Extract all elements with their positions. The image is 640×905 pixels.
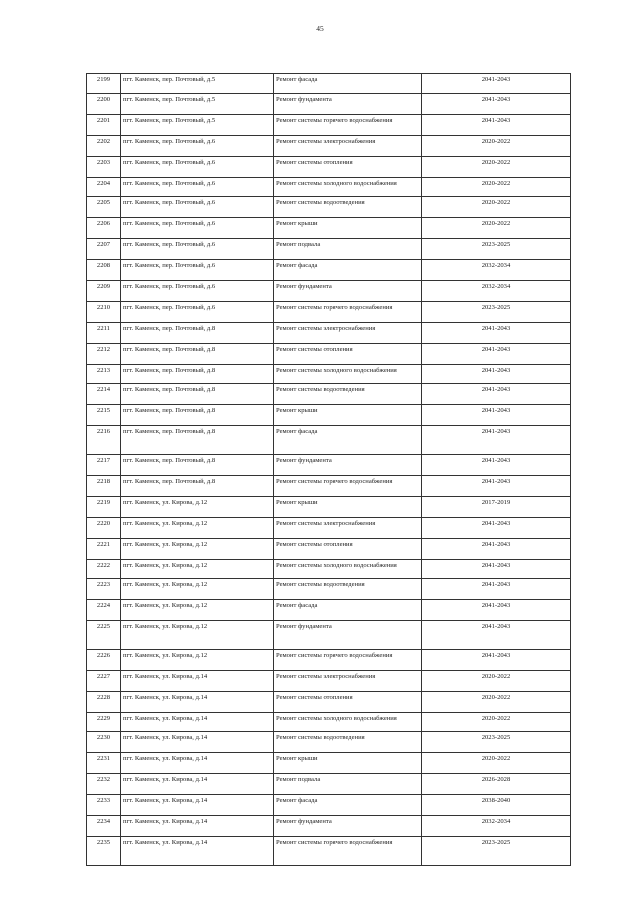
row-address: пгт. Каменск, ул. Кирова, д.14 xyxy=(121,671,274,692)
row-period: 2020-2022 xyxy=(422,692,571,713)
table-row xyxy=(87,323,571,344)
row-number: 2206 xyxy=(87,218,121,239)
row-work-type: Ремонт системы холодного водоснабжения xyxy=(274,713,422,732)
row-number: 2200 xyxy=(87,94,121,115)
row-number: 2232 xyxy=(87,774,121,795)
row-period: 2020-2022 xyxy=(422,157,571,178)
row-address: пгт. Каменск, ул. Кирова, д.12 xyxy=(121,600,274,621)
table-row xyxy=(87,671,571,692)
row-number: 2217 xyxy=(87,455,121,476)
row-address: пгт. Каменск, пер. Почтовый, д.5 xyxy=(121,94,274,115)
row-work-type: Ремонт системы водоотведения xyxy=(274,579,422,600)
row-number: 2228 xyxy=(87,692,121,713)
row-work-type: Ремонт системы холодного водоснабжения xyxy=(274,560,422,579)
table-row xyxy=(87,560,571,579)
table-row xyxy=(87,732,571,753)
row-work-type: Ремонт фундамента xyxy=(274,455,422,476)
row-period: 2017-2019 xyxy=(422,497,571,518)
row-address: пгт. Каменск, ул. Кирова, д.14 xyxy=(121,774,274,795)
row-number: 2202 xyxy=(87,136,121,157)
row-number: 2223 xyxy=(87,579,121,600)
row-period: 2038-2040 xyxy=(422,795,571,816)
row-address: пгт. Каменск, пер. Почтовый, д.8 xyxy=(121,405,274,426)
row-work-type: Ремонт системы отопления xyxy=(274,692,422,713)
row-work-type: Ремонт системы электроснабжения xyxy=(274,136,422,157)
row-number: 2222 xyxy=(87,560,121,579)
row-number: 2234 xyxy=(87,816,121,837)
table-row xyxy=(87,837,571,866)
page-number: 45 xyxy=(316,24,324,33)
row-work-type: Ремонт фундамента xyxy=(274,621,422,650)
row-period: 2023-2025 xyxy=(422,732,571,753)
row-number: 2205 xyxy=(87,197,121,218)
row-address: пгт. Каменск, пер. Почтовый, д.6 xyxy=(121,281,274,302)
table-row xyxy=(87,405,571,426)
row-work-type: Ремонт системы отопления xyxy=(274,344,422,365)
row-number: 2219 xyxy=(87,497,121,518)
row-number: 2220 xyxy=(87,518,121,539)
row-period: 2041-2043 xyxy=(422,560,571,579)
row-period: 2041-2043 xyxy=(422,405,571,426)
table-row xyxy=(87,795,571,816)
row-work-type: Ремонт системы горячего водоснабжения xyxy=(274,650,422,671)
row-work-type: Ремонт фасада xyxy=(274,260,422,281)
row-work-type: Ремонт фасада xyxy=(274,74,422,94)
row-number: 2213 xyxy=(87,365,121,384)
row-address: пгт. Каменск, пер. Почтовый, д.8 xyxy=(121,384,274,405)
row-number: 2225 xyxy=(87,621,121,650)
row-period: 2020-2022 xyxy=(422,136,571,157)
row-address: пгт. Каменск, ул. Кирова, д.12 xyxy=(121,579,274,600)
row-work-type: Ремонт фундамента xyxy=(274,816,422,837)
table-row xyxy=(87,753,571,774)
row-period: 2041-2043 xyxy=(422,384,571,405)
row-number: 2226 xyxy=(87,650,121,671)
row-address: пгт. Каменск, пер. Почтовый, д.6 xyxy=(121,197,274,218)
row-address: пгт. Каменск, пер. Почтовый, д.8 xyxy=(121,426,274,455)
table-row xyxy=(87,426,571,455)
row-address: пгт. Каменск, пер. Почтовый, д.6 xyxy=(121,136,274,157)
table-row xyxy=(87,281,571,302)
row-period: 2023-2025 xyxy=(422,837,571,866)
row-period: 2023-2025 xyxy=(422,302,571,323)
row-period: 2020-2022 xyxy=(422,753,571,774)
row-work-type: Ремонт крыши xyxy=(274,753,422,774)
row-work-type: Ремонт фасада xyxy=(274,795,422,816)
row-period: 2023-2025 xyxy=(422,239,571,260)
row-work-type: Ремонт системы холодного водоснабжения xyxy=(274,365,422,384)
row-address: пгт. Каменск, пер. Почтовый, д.6 xyxy=(121,178,274,197)
row-period: 2032-2034 xyxy=(422,816,571,837)
row-period: 2041-2043 xyxy=(422,650,571,671)
row-period: 2041-2043 xyxy=(422,365,571,384)
row-address: пгт. Каменск, ул. Кирова, д.14 xyxy=(121,753,274,774)
row-period: 2041-2043 xyxy=(422,426,571,455)
row-work-type: Ремонт системы отопления xyxy=(274,157,422,178)
row-number: 2207 xyxy=(87,239,121,260)
row-number: 2218 xyxy=(87,476,121,497)
table-row xyxy=(87,302,571,323)
row-address: пгт. Каменск, ул. Кирова, д.14 xyxy=(121,713,274,732)
row-number: 2227 xyxy=(87,671,121,692)
row-number: 2199 xyxy=(87,74,121,94)
table-row xyxy=(87,579,571,600)
row-number: 2229 xyxy=(87,713,121,732)
row-address: пгт. Каменск, ул. Кирова, д.12 xyxy=(121,650,274,671)
row-number: 2209 xyxy=(87,281,121,302)
row-address: пгт. Каменск, ул. Кирова, д.14 xyxy=(121,732,274,753)
row-period: 2032-2034 xyxy=(422,281,571,302)
table-row xyxy=(87,621,571,650)
row-address: пгт. Каменск, ул. Кирова, д.12 xyxy=(121,621,274,650)
row-period: 2020-2022 xyxy=(422,713,571,732)
row-work-type: Ремонт системы электроснабжения xyxy=(274,518,422,539)
table-row xyxy=(87,136,571,157)
row-work-type: Ремонт подвала xyxy=(274,774,422,795)
row-address: пгт. Каменск, пер. Почтовый, д.5 xyxy=(121,74,274,94)
row-work-type: Ремонт системы горячего водоснабжения xyxy=(274,837,422,866)
row-address: пгт. Каменск, ул. Кирова, д.14 xyxy=(121,837,274,866)
row-address: пгт. Каменск, ул. Кирова, д.12 xyxy=(121,497,274,518)
table-row xyxy=(87,650,571,671)
row-address: пгт. Каменск, ул. Кирова, д.12 xyxy=(121,560,274,579)
row-period: 2041-2043 xyxy=(422,579,571,600)
row-address: пгт. Каменск, пер. Почтовый, д.8 xyxy=(121,365,274,384)
row-period: 2020-2022 xyxy=(422,197,571,218)
row-number: 2221 xyxy=(87,539,121,560)
table-row xyxy=(87,476,571,497)
table-row xyxy=(87,94,571,115)
row-address: пгт. Каменск, ул. Кирова, д.12 xyxy=(121,539,274,560)
row-number: 2211 xyxy=(87,323,121,344)
row-number: 2214 xyxy=(87,384,121,405)
table-row xyxy=(87,218,571,239)
row-period: 2041-2043 xyxy=(422,94,571,115)
table-row xyxy=(87,178,571,197)
row-number: 2215 xyxy=(87,405,121,426)
row-number: 2230 xyxy=(87,732,121,753)
row-number: 2216 xyxy=(87,426,121,455)
row-period: 2041-2043 xyxy=(422,74,571,94)
row-number: 2235 xyxy=(87,837,121,866)
row-number: 2204 xyxy=(87,178,121,197)
row-address: пгт. Каменск, ул. Кирова, д.14 xyxy=(121,816,274,837)
row-address: пгт. Каменск, пер. Почтовый, д.8 xyxy=(121,476,274,497)
row-work-type: Ремонт системы холодного водоснабжения xyxy=(274,178,422,197)
row-address: пгт. Каменск, пер. Почтовый, д.6 xyxy=(121,302,274,323)
row-period: 2041-2043 xyxy=(422,323,571,344)
table-row xyxy=(87,539,571,560)
row-work-type: Ремонт фундамента xyxy=(274,94,422,115)
row-number: 2224 xyxy=(87,600,121,621)
table-row xyxy=(87,239,571,260)
table-row xyxy=(87,344,571,365)
row-period: 2041-2043 xyxy=(422,476,571,497)
row-work-type: Ремонт крыши xyxy=(274,497,422,518)
row-period: 2041-2043 xyxy=(422,115,571,136)
row-work-type: Ремонт фасада xyxy=(274,426,422,455)
table-row xyxy=(87,157,571,178)
row-address: пгт. Каменск, пер. Почтовый, д.8 xyxy=(121,455,274,476)
row-work-type: Ремонт системы водоотведения xyxy=(274,384,422,405)
row-work-type: Ремонт фасада xyxy=(274,600,422,621)
row-work-type: Ремонт системы водоотведения xyxy=(274,732,422,753)
table-row xyxy=(87,816,571,837)
row-address: пгт. Каменск, пер. Почтовый, д.6 xyxy=(121,157,274,178)
table-row xyxy=(87,518,571,539)
row-period: 2041-2043 xyxy=(422,539,571,560)
row-period: 2041-2043 xyxy=(422,621,571,650)
table-row xyxy=(87,497,571,518)
table-row xyxy=(87,455,571,476)
row-period: 2041-2043 xyxy=(422,455,571,476)
row-address: пгт. Каменск, пер. Почтовый, д.8 xyxy=(121,344,274,365)
row-period: 2041-2043 xyxy=(422,518,571,539)
row-number: 2201 xyxy=(87,115,121,136)
row-period: 2020-2022 xyxy=(422,178,571,197)
table-row xyxy=(87,115,571,136)
row-number: 2212 xyxy=(87,344,121,365)
repair-schedule-table xyxy=(86,73,571,866)
row-address: пгт. Каменск, ул. Кирова, д.14 xyxy=(121,692,274,713)
row-number: 2231 xyxy=(87,753,121,774)
row-address: пгт. Каменск, пер. Почтовый, д.5 xyxy=(121,115,274,136)
row-work-type: Ремонт фундамента xyxy=(274,281,422,302)
table-row xyxy=(87,197,571,218)
row-period: 2020-2022 xyxy=(422,218,571,239)
row-period: 2041-2043 xyxy=(422,600,571,621)
row-period: 2020-2022 xyxy=(422,671,571,692)
row-work-type: Ремонт системы электроснабжения xyxy=(274,323,422,344)
row-period: 2026-2028 xyxy=(422,774,571,795)
table-body xyxy=(87,74,571,866)
table-row xyxy=(87,774,571,795)
row-address: пгт. Каменск, пер. Почтовый, д.6 xyxy=(121,239,274,260)
row-address: пгт. Каменск, ул. Кирова, д.12 xyxy=(121,518,274,539)
row-number: 2210 xyxy=(87,302,121,323)
row-work-type: Ремонт крыши xyxy=(274,405,422,426)
table-row xyxy=(87,365,571,384)
row-work-type: Ремонт системы отопления xyxy=(274,539,422,560)
table-row xyxy=(87,713,571,732)
table-row xyxy=(87,260,571,281)
row-number: 2208 xyxy=(87,260,121,281)
table-row xyxy=(87,74,571,94)
table-row xyxy=(87,600,571,621)
table-row xyxy=(87,384,571,405)
row-work-type: Ремонт подвала xyxy=(274,239,422,260)
row-work-type: Ремонт системы водоотведения xyxy=(274,197,422,218)
row-number: 2233 xyxy=(87,795,121,816)
row-address: пгт. Каменск, пер. Почтовый, д.6 xyxy=(121,260,274,281)
row-period: 2032-2034 xyxy=(422,260,571,281)
row-number: 2203 xyxy=(87,157,121,178)
row-address: пгт. Каменск, ул. Кирова, д.14 xyxy=(121,795,274,816)
row-work-type: Ремонт системы горячего водоснабжения xyxy=(274,302,422,323)
row-work-type: Ремонт системы горячего водоснабжения xyxy=(274,476,422,497)
row-address: пгт. Каменск, пер. Почтовый, д.6 xyxy=(121,218,274,239)
row-work-type: Ремонт системы электроснабжения xyxy=(274,671,422,692)
row-work-type: Ремонт крыши xyxy=(274,218,422,239)
table-row xyxy=(87,692,571,713)
row-period: 2041-2043 xyxy=(422,344,571,365)
row-address: пгт. Каменск, пер. Почтовый, д.8 xyxy=(121,323,274,344)
row-work-type: Ремонт системы горячего водоснабжения xyxy=(274,115,422,136)
